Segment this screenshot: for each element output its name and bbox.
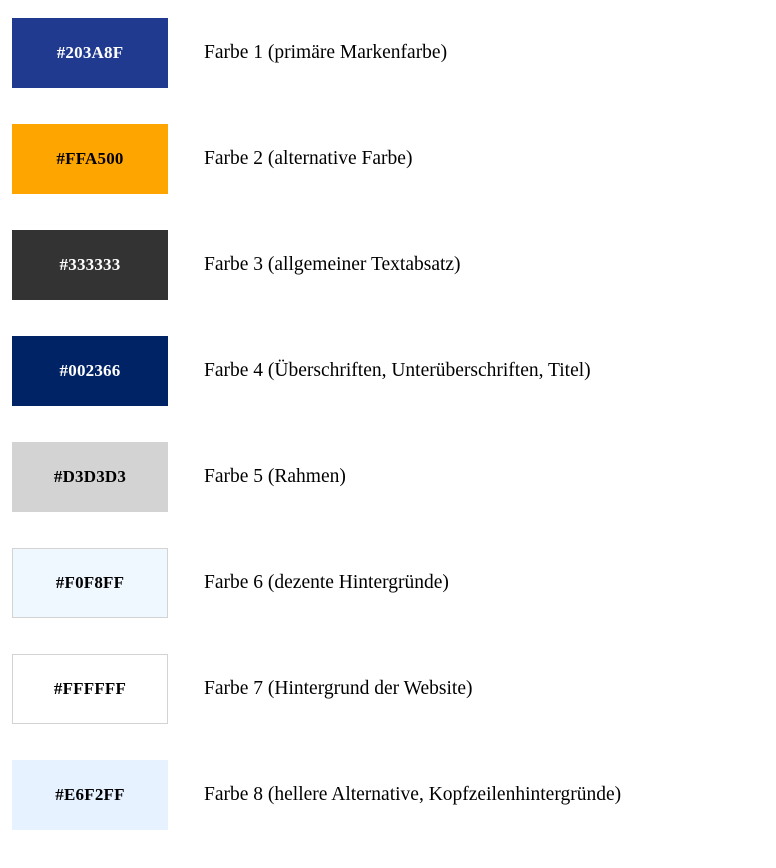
color-description: Farbe 7 (Hintergrund der Website) — [204, 677, 473, 699]
color-swatch — [12, 230, 168, 300]
color-row — [0, 318, 776, 424]
color-hex-label: #002366 — [59, 361, 121, 380]
color-hex-label: #F0F8FF — [55, 573, 125, 592]
color-description: Farbe 6 (dezente Hintergründe) — [204, 571, 449, 593]
color-hex-label: #203A8F — [56, 43, 124, 62]
color-description: Farbe 8 (hellere Alternative, Kopfzeilenhintergründe) — [204, 783, 622, 805]
color-row — [0, 212, 776, 318]
color-row — [0, 636, 776, 742]
color-description: Farbe 3 (allgemeiner Textabsatz) — [204, 253, 461, 275]
color-swatch — [12, 760, 168, 830]
color-swatch — [12, 18, 168, 88]
color-row — [0, 742, 776, 848]
color-hex-label: #FFFFFF — [53, 679, 127, 698]
color-description: Farbe 2 (alternative Farbe) — [204, 147, 413, 169]
color-hex-label: #333333 — [59, 255, 121, 274]
color-description: Farbe 1 (primäre Markenfarbe) — [204, 41, 448, 63]
color-row — [0, 530, 776, 636]
color-swatch — [12, 336, 168, 406]
color-description: Farbe 4 (Überschriften, Unterüberschriften, Titel) — [204, 359, 591, 381]
color-swatch — [12, 548, 168, 618]
color-hex-label: #D3D3D3 — [53, 467, 127, 486]
color-hex-label: #FFA500 — [56, 149, 124, 168]
color-row — [0, 0, 776, 106]
color-hex-label: #E6F2FF — [55, 785, 125, 804]
color-swatch — [12, 124, 168, 194]
color-description: Farbe 5 (Rahmen) — [204, 465, 346, 487]
color-swatch — [12, 442, 168, 512]
color-row — [0, 106, 776, 212]
color-swatch — [12, 654, 168, 724]
color-row — [0, 424, 776, 530]
